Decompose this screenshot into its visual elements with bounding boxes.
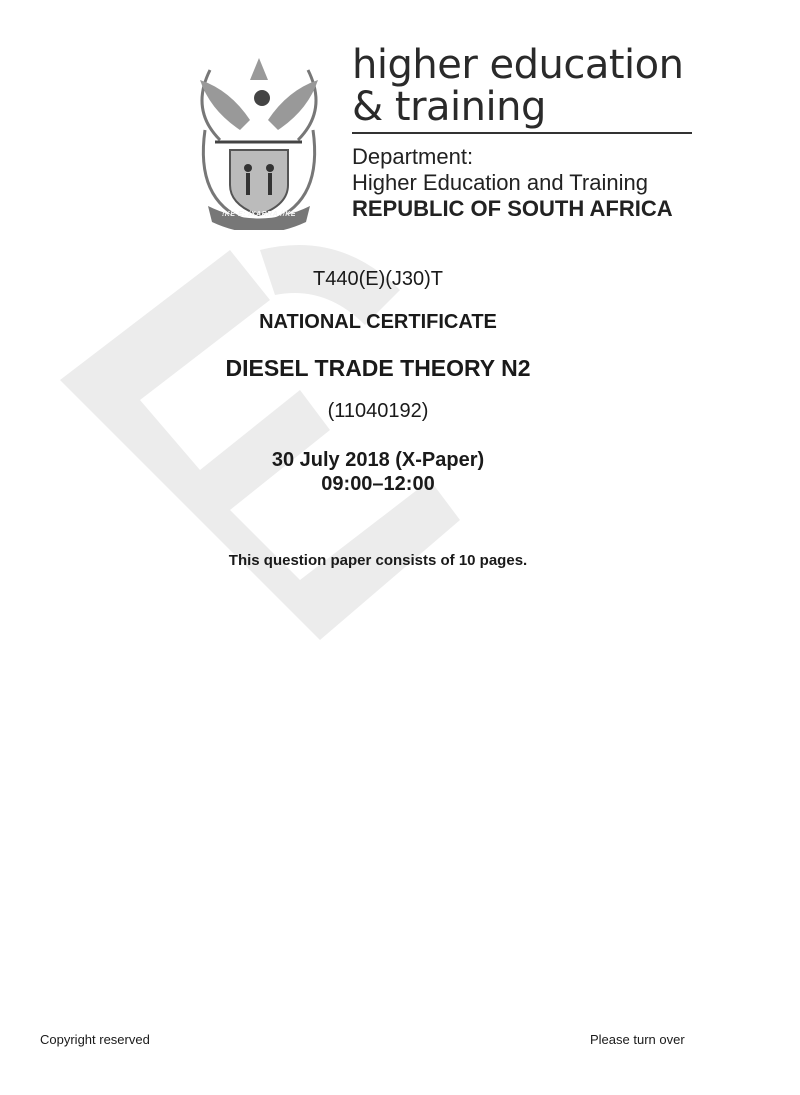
brand-wordmark [352, 44, 683, 128]
crest-motto: !KE E: /XARRA //KE [221, 211, 297, 218]
copyright-footer: Copyright reserved [40, 1032, 150, 1047]
coat-of-arms-logo [190, 50, 328, 230]
brand-line-1: higher education [352, 42, 684, 88]
exam-date: 30 July 2018 (X-Paper) [271, 449, 485, 471]
header-divider [352, 132, 692, 134]
page-count-note: This question paper consists of 10 pages. [228, 552, 528, 569]
department-block [352, 144, 673, 222]
country-name: REPUBLIC OF SOUTH AFRICA [352, 196, 673, 221]
certificate-title: NATIONAL CERTIFICATE [259, 311, 497, 333]
subject-code: (11040192) [327, 400, 429, 422]
subject-title: DIESEL TRADE THEORY N2 [225, 355, 531, 381]
exam-time: 09:00–12:00 [321, 473, 435, 495]
department-label: Department: [352, 144, 474, 169]
department-name: Higher Education and Training [352, 170, 648, 195]
exam-date-block [0, 448, 756, 496]
brand-line-2: & training [352, 84, 546, 130]
paper-code: T440(E)(J30)T [312, 268, 444, 290]
turn-over-footer: Please turn over [590, 1032, 685, 1047]
